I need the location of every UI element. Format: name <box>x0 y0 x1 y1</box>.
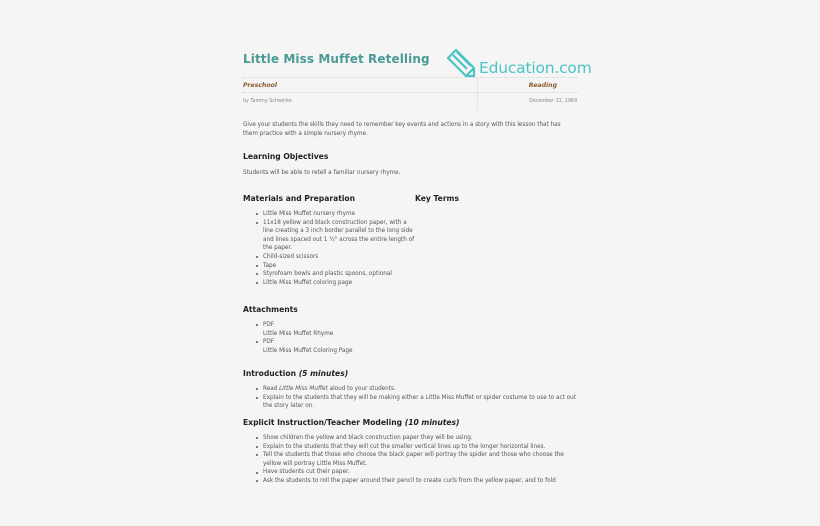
list-item: Little Miss Muffet nursery rhyme <box>243 210 415 219</box>
pencil-paperclip-icon <box>447 48 477 78</box>
list-item <box>243 385 577 394</box>
subject-label: Reading <box>528 81 557 89</box>
logo-text: Education.com <box>479 58 592 77</box>
author-label: by Tammy Schwinke <box>243 99 292 104</box>
text-suffix: aloud to your students. <box>327 386 396 392</box>
list-item: Have students cut their paper. <box>243 468 577 477</box>
lesson-meta-table <box>243 77 577 110</box>
list-item: Tell the students that those who choose the black paper will portray the spider and those who choose the yellow will portray Little Miss Muffet. <box>243 451 577 468</box>
list-item: Little Miss Muffet coloring page <box>243 279 415 288</box>
learning-objectives-text: Students will be able to retell a familiar nursery rhyme. <box>243 170 401 176</box>
attachment-item[interactable] <box>243 338 443 355</box>
list-item: Ask the students to roll the paper around their pencil to create curls from the yellow paper, and to fold <box>243 477 577 486</box>
materials-list <box>243 210 415 287</box>
learning-objectives-heading: Learning Objectives <box>243 152 329 161</box>
date-label: December 31, 1969 <box>529 99 577 104</box>
explicit-instruction-list <box>243 434 577 486</box>
attachments-heading: Attachments <box>243 305 298 314</box>
explicit-instruction-heading-text: Explicit Instruction/Teacher Modeling <box>243 418 403 427</box>
attachment-link[interactable]: Little Miss Muffet Coloring Page <box>263 347 353 354</box>
attachment-type: PDF <box>263 339 275 346</box>
list-item: Child-sized scissors <box>243 253 415 262</box>
grade-label: Preschool <box>243 81 277 89</box>
list-item: Tape <box>243 262 415 271</box>
list-item: 11x18 yellow and black construction paper, with a line creating a 3 inch border parallel to the long side and lines spaced out 1 ½" across the entire length of the paper. <box>243 219 415 253</box>
attachments-list <box>243 321 443 355</box>
introduction-duration: (5 minutes) <box>298 369 349 378</box>
text-prefix: Read <box>263 386 280 392</box>
list-item: Explain to the students that they will be making either a Little Miss Muffet or spider costume to use to act out the story later on. <box>243 394 577 411</box>
introduction-heading <box>243 369 348 378</box>
introduction-list <box>243 385 577 411</box>
key-terms-heading: Key Terms <box>415 194 459 203</box>
attachment-item[interactable] <box>243 321 443 338</box>
attachment-type: PDF <box>263 322 275 328</box>
explicit-instruction-heading <box>243 418 460 427</box>
meta-row-author-date <box>243 92 577 110</box>
explicit-instruction-duration: (10 minutes) <box>404 418 460 427</box>
book-title: Little Miss Muffet <box>279 386 328 392</box>
list-item: Styrofoam bowls and plastic spoons, optional <box>243 270 415 279</box>
meta-row-grade-subject <box>243 77 577 92</box>
materials-heading: Materials and Preparation <box>243 194 356 203</box>
lesson-plan-page <box>243 0 592 526</box>
introduction-heading-text: Introduction <box>243 369 297 378</box>
education-com-logo[interactable] <box>447 46 592 78</box>
intro-paragraph: Give your students the skills they need to remember key events and actions in a story with this lesson that has them practice with a simple nursery rhyme. <box>243 122 561 137</box>
lesson-title: Little Miss Muffet Retelling <box>243 52 430 66</box>
list-item: Explain to the students that they will cut the smaller vertical lines up to the longer horizontal lines. <box>243 443 577 452</box>
list-item: Show children the yellow and black construction paper they will be using. <box>243 434 577 443</box>
attachment-link[interactable]: Little Miss Muffet Rhyme <box>263 330 334 337</box>
